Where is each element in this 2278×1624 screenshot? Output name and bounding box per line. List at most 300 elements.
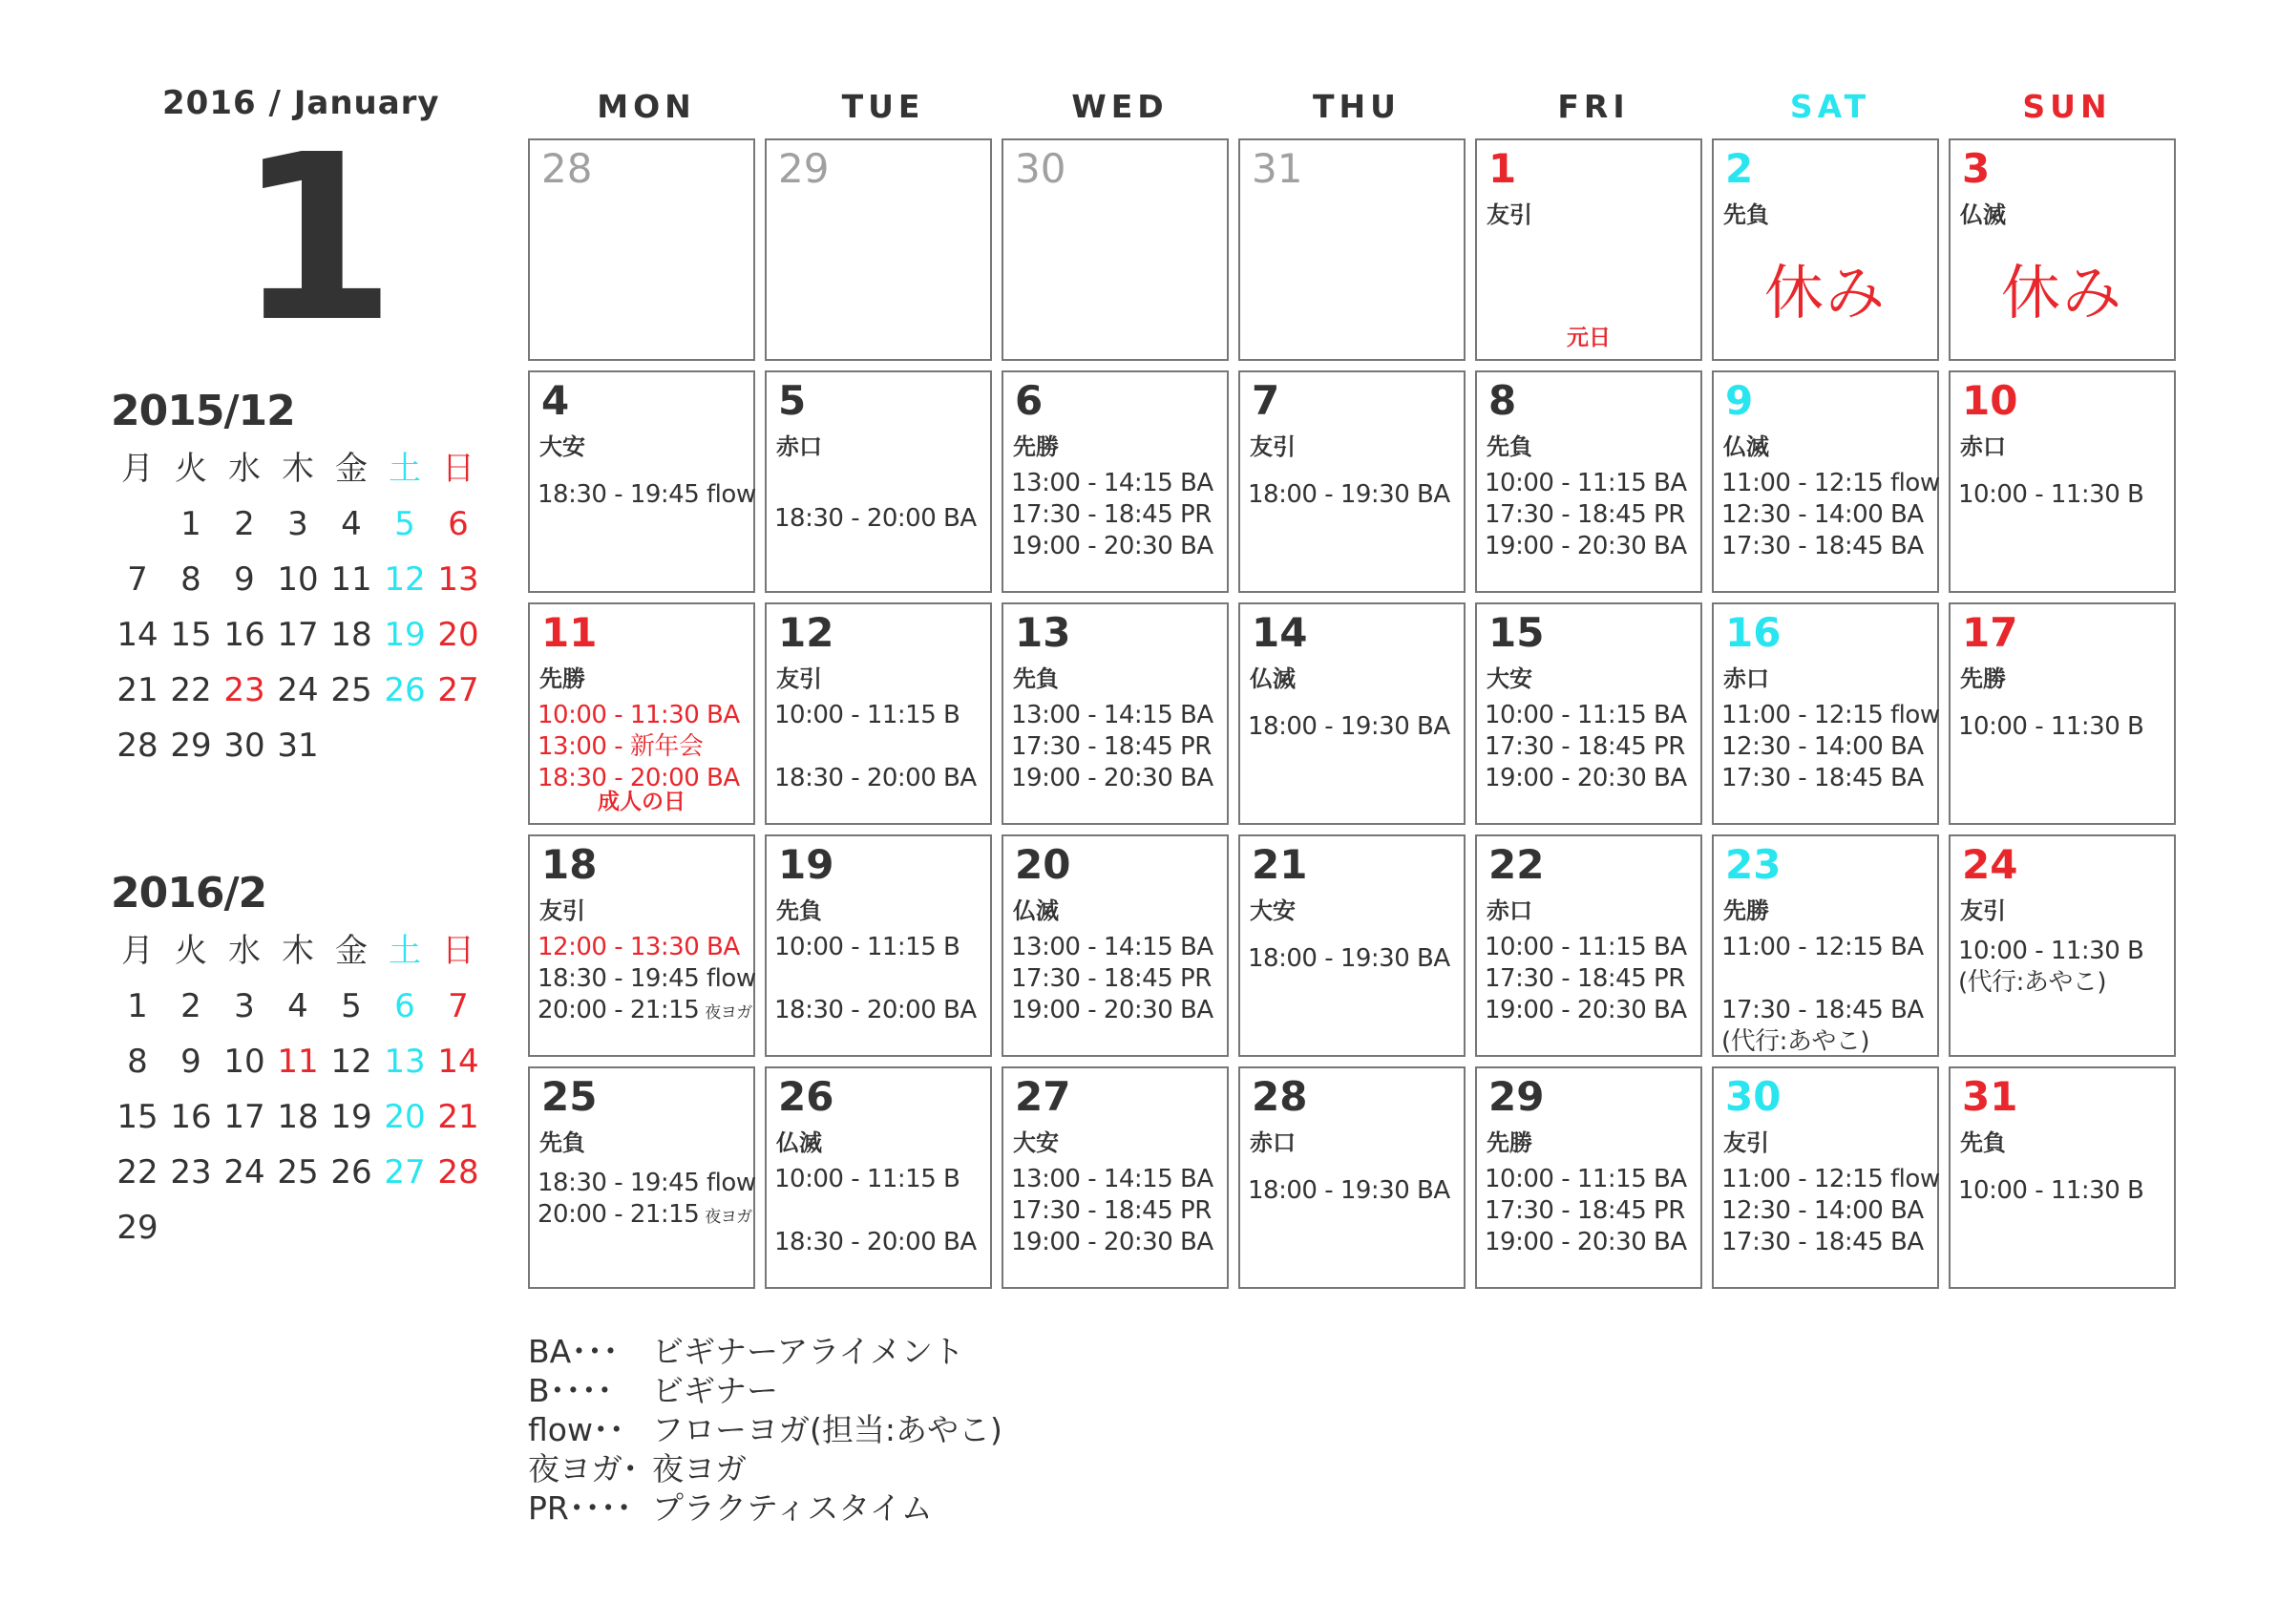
class-line [774, 731, 986, 763]
class-line [1721, 932, 1933, 963]
class-line [1721, 1026, 1933, 1058]
class-line [1721, 531, 1933, 562]
mini-day: 15 [170, 616, 212, 654]
class-list [1721, 700, 1940, 794]
mini-weekday-label: 水 [228, 450, 261, 488]
day-cell [1712, 602, 1939, 825]
class-time: 17:30 - 18:45 PR [1011, 732, 1212, 761]
class-line [1485, 499, 1697, 531]
mini-day: 12 [330, 1043, 372, 1081]
mini-calendar-february [111, 869, 485, 1250]
class-time: 10:00 - 11:30 B [1958, 712, 2144, 741]
rokuyo-label: 赤口 [1250, 1129, 1296, 1156]
rokuyo-label: 先負 [1960, 1129, 2006, 1156]
rokuyo-label: 大安 [1487, 665, 1532, 692]
class-line [1011, 1195, 1223, 1227]
rokuyo-label: 仏滅 [1250, 665, 1296, 692]
class-time: 19:00 - 20:30 BA [1485, 532, 1687, 560]
day-cell [528, 602, 755, 825]
class-line [774, 932, 986, 963]
class-list [538, 1168, 756, 1234]
date-number: 6 [1015, 377, 1044, 424]
mini-day: 5 [341, 987, 362, 1025]
legend-abbreviation: 夜ヨガ･ [528, 1450, 639, 1487]
class-line [1011, 700, 1223, 731]
class-time: 19:00 - 20:30 BA [1011, 996, 1213, 1024]
class-time: 17:30 - 18:45 PR [1485, 500, 1685, 529]
rokuyo-label: 先負 [1487, 433, 1532, 460]
class-line [538, 995, 752, 1029]
day-cell [528, 138, 755, 361]
class-time: 19:00 - 20:30 BA [1485, 996, 1687, 1024]
class-list [1011, 700, 1223, 794]
day-cell [1712, 1066, 1939, 1289]
mini-day: 1 [127, 987, 148, 1025]
class-time: 10:00 - 11:15 B [774, 1165, 960, 1193]
mini-day: 19 [384, 616, 426, 654]
mini-day: 3 [287, 505, 308, 543]
class-line [1958, 967, 2170, 999]
rokuyo-label: 先勝 [1960, 665, 2006, 692]
mini-day: 18 [330, 616, 372, 654]
big-month-number: 1 [237, 105, 396, 372]
class-list [1485, 1164, 1697, 1258]
mini-weekday-label: 日 [442, 932, 475, 970]
legend-description: ビギナー [652, 1372, 778, 1409]
mini-day: 25 [277, 1153, 319, 1192]
class-line [774, 995, 986, 1026]
day-cell [1949, 138, 2176, 361]
day-cell [1238, 138, 1466, 361]
date-number: 15 [1488, 609, 1545, 656]
class-list [1485, 932, 1697, 1026]
class-time: 17:30 - 18:45 PR [1011, 964, 1212, 993]
rokuyo-label: 仏滅 [776, 1129, 822, 1156]
legend-description: プラクティスタイム [652, 1489, 933, 1527]
date-number: 22 [1488, 841, 1545, 888]
class-line [1248, 479, 1460, 511]
rokuyo-label: 赤口 [1723, 665, 1769, 692]
mini-day: 22 [116, 1153, 158, 1192]
class-time: 18:30 - 20:00 BA [774, 1228, 977, 1256]
day-cell [1949, 1066, 2176, 1289]
class-line [538, 700, 749, 731]
class-list [774, 472, 986, 535]
legend-row [528, 1332, 1002, 1371]
rokuyo-label: 先負 [539, 1129, 585, 1156]
mini-weekday-label: 火 [175, 932, 207, 970]
class-time: 18:00 - 19:30 BA [1248, 712, 1450, 741]
mini-day: 7 [127, 560, 148, 599]
class-list [1721, 468, 1940, 562]
class-line [1485, 932, 1697, 963]
day-cell [1475, 370, 1702, 593]
class-line [538, 731, 749, 763]
day-cell [1712, 834, 1939, 1057]
class-time: 11:00 - 12:15 flow [1721, 469, 1940, 497]
class-tag: 夜ヨガ [705, 1208, 752, 1227]
class-time: 19:00 - 20:30 BA [1011, 532, 1213, 560]
mini-day: 2 [234, 505, 255, 543]
mini-day: 11 [277, 1043, 319, 1081]
mini-day: 8 [180, 560, 201, 599]
date-number: 9 [1725, 377, 1754, 424]
mini-day: 19 [330, 1098, 372, 1136]
date-number: 19 [778, 841, 834, 888]
legend-row [528, 1410, 1002, 1449]
day-cell [765, 834, 992, 1057]
date-number: 12 [778, 609, 834, 656]
class-list [774, 700, 986, 794]
date-number: 31 [1252, 145, 1303, 192]
class-time: 13:00 - 14:15 BA [1011, 1165, 1213, 1193]
class-list [1958, 479, 2170, 511]
class-time: 13:00 - 14:15 BA [1011, 933, 1213, 961]
class-line [1485, 468, 1697, 499]
mini-day: 16 [170, 1098, 212, 1136]
legend-abbreviation: PR････ [528, 1489, 632, 1527]
class-line [1248, 943, 1460, 975]
closed-label: 休み [2000, 258, 2123, 327]
rokuyo-label: 大安 [1013, 1129, 1059, 1156]
calendar-grid [528, 138, 2176, 1289]
mini-day: 3 [234, 987, 255, 1025]
mini-day: 20 [384, 1098, 426, 1136]
class-line [1721, 995, 1933, 1026]
legend-description: フローヨガ(担当:あやこ) [652, 1411, 1002, 1448]
day-cell [765, 138, 992, 361]
class-line [1721, 499, 1933, 531]
mini-day: 18 [277, 1098, 319, 1136]
class-line [774, 700, 986, 731]
class-line [538, 1168, 756, 1199]
date-number: 25 [541, 1073, 598, 1120]
day-header-sun: SUN [2022, 88, 2112, 125]
class-line [1485, 1227, 1697, 1258]
day-cell [1949, 602, 2176, 825]
day-cell [1238, 834, 1466, 1057]
day-cell [1238, 602, 1466, 825]
class-time: 12:30 - 14:00 BA [1721, 500, 1924, 529]
rokuyo-label: 大安 [539, 433, 585, 460]
date-number: 10 [1962, 377, 2018, 424]
mini-empty-cell [111, 502, 164, 546]
mini-day: 20 [437, 616, 479, 654]
day-cell [765, 1066, 992, 1289]
mini-day: 16 [223, 616, 265, 654]
mini-weekday-label: 土 [389, 450, 421, 488]
class-time: 17:30 - 18:45 BA [1721, 996, 1924, 1024]
mini-day: 28 [116, 727, 158, 765]
class-time: 10:00 - 11:15 BA [1485, 701, 1687, 729]
class-line [1011, 1164, 1223, 1195]
class-line [1721, 1164, 1940, 1195]
class-line [774, 503, 986, 535]
mini-day: 7 [448, 987, 469, 1025]
class-line [1485, 963, 1697, 995]
day-cell [1475, 834, 1702, 1057]
legend-abbreviation: BA･･･ [528, 1333, 619, 1370]
rokuyo-label: 友引 [1960, 897, 2006, 924]
class-time: 17:30 - 18:45 BA [1721, 764, 1924, 792]
class-list [774, 1164, 986, 1258]
mini-day: 21 [116, 671, 158, 709]
class-line [1011, 731, 1223, 763]
day-cell [1475, 602, 1702, 825]
class-line [1485, 995, 1697, 1026]
rokuyo-label: 仏滅 [1960, 201, 2006, 228]
date-number: 21 [1252, 841, 1308, 888]
mini-weekday-label: 木 [282, 450, 314, 488]
class-time: 17:30 - 18:45 BA [1721, 1228, 1924, 1256]
date-number: 31 [1962, 1073, 2018, 1120]
legend-abbreviation: B････ [528, 1372, 613, 1409]
mini-calendar-title: 2016/2 [111, 869, 267, 917]
class-list [1721, 1164, 1940, 1258]
class-time: 18:00 - 19:30 BA [1248, 1176, 1450, 1205]
mini-day: 31 [277, 727, 319, 765]
mini-weekday-label: 金 [335, 450, 368, 488]
day-cell [1712, 370, 1939, 593]
legend-row [528, 1371, 1002, 1410]
date-number: 27 [1015, 1073, 1071, 1120]
mini-day: 11 [330, 560, 372, 599]
class-line [1721, 963, 1933, 995]
class-time: 12:30 - 14:00 BA [1721, 1196, 1924, 1225]
legend-description: ビギナーアライメント [652, 1333, 965, 1370]
date-number: 13 [1015, 609, 1071, 656]
class-time: 11:00 - 12:15 flow [1721, 1165, 1940, 1193]
mini-day: 29 [116, 1209, 158, 1247]
class-time: 13:00 - 14:15 BA [1011, 701, 1213, 729]
class-time: 10:00 - 11:15 B [774, 701, 960, 729]
date-number: 18 [541, 841, 598, 888]
class-line [538, 963, 756, 995]
class-list [1248, 711, 1460, 743]
rokuyo-label: 先負 [776, 897, 822, 924]
date-number: 29 [778, 145, 830, 192]
date-number: 17 [1962, 609, 2018, 656]
day-header-thu: THU [1313, 88, 1401, 125]
class-line [1485, 531, 1697, 562]
mini-weekday-label: 金 [335, 932, 368, 970]
closed-label: 休み [1763, 258, 1887, 327]
page-title: 2016 / January [162, 84, 440, 122]
class-time: 17:30 - 18:45 PR [1011, 500, 1212, 529]
date-number: 24 [1962, 841, 2018, 888]
class-list [1958, 711, 2170, 743]
day-cell [1475, 1066, 1702, 1289]
class-line [1721, 731, 1933, 763]
date-number: 4 [541, 377, 570, 424]
day-cell [528, 1066, 755, 1289]
class-line [1485, 1164, 1697, 1195]
class-line [1485, 1195, 1697, 1227]
legend-row [528, 1449, 1002, 1488]
class-line [774, 1164, 986, 1195]
class-line [1248, 1175, 1460, 1207]
date-number: 28 [1252, 1073, 1308, 1120]
rokuyo-label: 大安 [1250, 897, 1296, 924]
date-number: 5 [778, 377, 807, 424]
class-time: 18:30 - 20:00 BA [774, 504, 977, 533]
mini-day: 12 [384, 560, 426, 599]
mini-weekday-label: 日 [442, 450, 475, 488]
class-line-spacer [774, 472, 986, 503]
day-cell [765, 370, 992, 593]
class-line [1011, 932, 1223, 963]
class-time: 17:30 - 18:45 PR [1011, 1196, 1212, 1225]
class-line [1721, 468, 1940, 499]
mini-day: 4 [287, 987, 308, 1025]
class-line [1011, 995, 1223, 1026]
class-line [1011, 1227, 1223, 1258]
mini-day: 9 [234, 560, 255, 599]
mini-day: 15 [116, 1098, 158, 1136]
mini-day: 13 [437, 560, 479, 599]
class-time: (代行:あやこ) [1721, 1027, 1870, 1056]
class-list [1485, 468, 1697, 562]
rokuyo-label: 友引 [1723, 1129, 1769, 1156]
class-time: 18:30 - 19:45 flow [538, 480, 756, 509]
class-line [1011, 963, 1223, 995]
class-list [1958, 936, 2170, 999]
mini-day: 26 [330, 1153, 372, 1192]
class-time: 20:00 - 21:15 [538, 1200, 700, 1229]
mini-day: 1 [180, 505, 201, 543]
class-time: 18:30 - 20:00 BA [538, 764, 740, 792]
mini-calendar-grid [111, 447, 485, 768]
class-time: 11:00 - 12:15 flow [1721, 701, 1940, 729]
class-list [774, 932, 986, 1026]
date-number: 29 [1488, 1073, 1545, 1120]
mini-weekday-label: 水 [228, 932, 261, 970]
day-cell [528, 370, 755, 593]
day-cell [1238, 1066, 1466, 1289]
class-line [774, 1195, 986, 1227]
class-line [1721, 763, 1933, 794]
class-time: 13:00 - 14:15 BA [1011, 469, 1213, 497]
mini-day: 5 [394, 505, 415, 543]
class-list [1958, 1175, 2170, 1207]
date-number: 23 [1725, 841, 1782, 888]
mini-day: 27 [437, 671, 479, 709]
mini-day: 14 [437, 1043, 479, 1081]
date-number: 7 [1252, 377, 1280, 424]
mini-weekday-label: 木 [282, 932, 314, 970]
mini-day: 25 [330, 671, 372, 709]
date-number: 8 [1488, 377, 1517, 424]
class-line [1958, 1175, 2170, 1207]
rokuyo-label: 赤口 [1487, 897, 1532, 924]
date-number: 30 [1725, 1073, 1782, 1120]
day-cell [1002, 834, 1229, 1057]
mini-day: 13 [384, 1043, 426, 1081]
mini-day: 22 [170, 671, 212, 709]
class-time: 10:00 - 11:15 BA [1485, 933, 1687, 961]
day-cell [1002, 370, 1229, 593]
mini-day: 17 [223, 1098, 265, 1136]
day-header-fri: FRI [1557, 88, 1630, 125]
rokuyo-label: 赤口 [1960, 433, 2006, 460]
mini-day: 23 [223, 671, 265, 709]
mini-day: 10 [223, 1043, 265, 1081]
class-time: 10:00 - 11:30 BA [538, 701, 740, 729]
class-time: 10:00 - 11:30 B [1958, 1176, 2144, 1205]
class-list [1248, 943, 1460, 975]
date-number: 14 [1252, 609, 1308, 656]
class-list [1011, 1164, 1223, 1258]
day-header-sat: SAT [1789, 88, 1871, 125]
rokuyo-label: 先負 [1013, 665, 1059, 692]
class-time: 18:30 - 19:45 flow [538, 964, 756, 993]
class-time: 18:30 - 20:00 BA [774, 764, 977, 792]
mini-day: 4 [341, 505, 362, 543]
mini-weekday-label: 土 [389, 932, 421, 970]
class-list [1485, 700, 1697, 794]
class-list [1011, 932, 1223, 1026]
rokuyo-label: 友引 [776, 665, 822, 692]
day-header-tue: TUE [841, 88, 925, 125]
class-line [1721, 700, 1940, 731]
rokuyo-label: 友引 [1487, 201, 1532, 228]
class-line [1011, 763, 1223, 794]
class-time: 17:30 - 18:45 BA [1721, 532, 1924, 560]
class-line [1485, 763, 1697, 794]
rokuyo-label: 仏滅 [1013, 897, 1059, 924]
mini-day: 27 [384, 1153, 426, 1192]
rokuyo-label: 赤口 [776, 433, 822, 460]
class-list [1721, 932, 1933, 1058]
legend-abbreviation: flow･･ [528, 1411, 624, 1448]
class-time: 12:30 - 14:00 BA [1721, 732, 1924, 761]
mini-day: 29 [170, 727, 212, 765]
date-number: 3 [1962, 145, 1991, 192]
mini-calendar-title: 2015/12 [111, 387, 295, 435]
day-cell [765, 602, 992, 825]
class-list [538, 479, 756, 511]
mini-weekday-label: 火 [175, 450, 207, 488]
mini-day: 17 [277, 616, 319, 654]
class-time: 18:30 - 20:00 BA [774, 996, 977, 1024]
class-line [1958, 936, 2170, 967]
class-time: 19:00 - 20:30 BA [1485, 1228, 1687, 1256]
date-number: 26 [778, 1073, 834, 1120]
mini-day: 26 [384, 671, 426, 709]
class-line [774, 1227, 986, 1258]
rokuyo-label: 先負 [1723, 201, 1769, 228]
class-line [538, 932, 749, 963]
mini-day: 14 [116, 616, 158, 654]
mini-calendar-december [111, 387, 485, 768]
class-time: 10:00 - 11:15 BA [1485, 469, 1687, 497]
mini-day: 30 [223, 727, 265, 765]
day-cell [528, 834, 755, 1057]
day-cell [1002, 138, 1229, 361]
rokuyo-label: 友引 [539, 897, 585, 924]
day-cell [1712, 138, 1939, 361]
legend-row [528, 1488, 1002, 1528]
day-header-mon: MON [597, 88, 696, 125]
class-time: 18:30 - 19:45 flow [538, 1169, 756, 1197]
class-tag: 夜ヨガ [705, 1003, 752, 1023]
class-time: 10:00 - 11:15 B [774, 933, 960, 961]
class-line [1958, 479, 2170, 511]
date-number: 2 [1725, 145, 1754, 192]
mini-day: 2 [180, 987, 201, 1025]
class-line [1248, 711, 1460, 743]
mini-day: 21 [437, 1098, 479, 1136]
